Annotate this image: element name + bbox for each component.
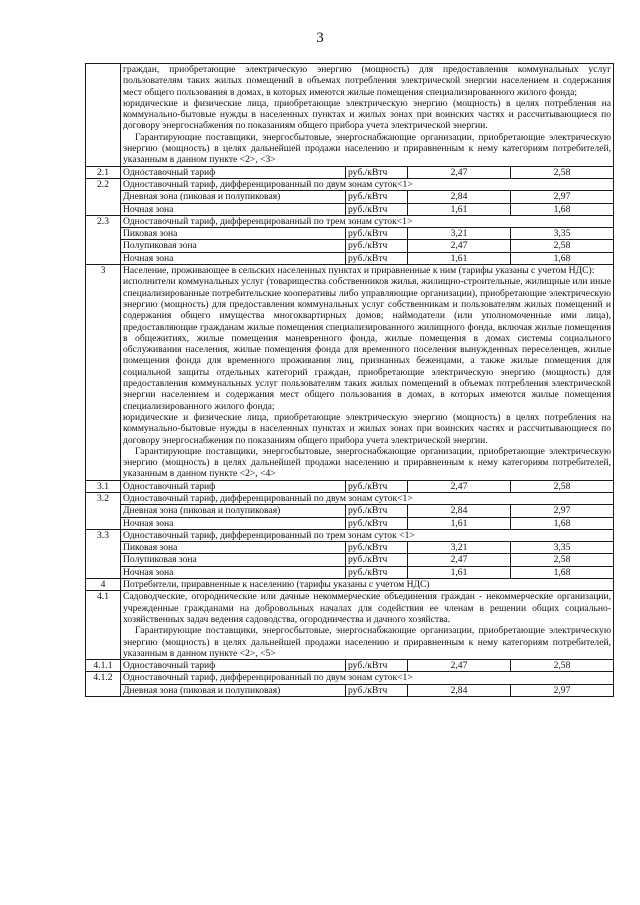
row-number: 2.1 [86,166,121,178]
category-title: Потребители, приравненные к населению (тарифы указаны с учетом НДС) [121,579,614,591]
paragraph: исполнители коммунальных услуг (товарищества собственников жилья, жилищно-строительные, жилищные или иные специализированные потребительские кооперативы либо управляющие организации), приобретающие электрическую энергию (мощность) для предоставления коммунальных услуг собственникам и пользователям жилых помещений и содержания общего имущества многоквартирных домов; наймодатели (или уполномоченные ими лица), предоставляющие гражданам жилые помещения специализированного жилищного фонда, включая жилые помещения в общежитиях, жилые помещения маневренного фонда, жилые помещения в домах системы социального обслуживания населения, жилые помещения фонда для временного поселения вынужденных переселенцев, жилые помещения фонда для временного проживания лиц, признанных беженцами, а также жилые помещения для социальной защиты отдельных категорий граждан, приобретающие электрическую энергию (мощность) для предоставления коммунальных услуг пользователям таких жилых помещений в объемах потребления электрической энергии населением и содержания мест общего пользования в домах, в которых имеются жилые помещения специализированного жилого фонда; [123,276,612,412]
row-number [86,64,121,167]
tariff-value-2: 2,58 [511,166,614,178]
unit: руб./кВтч [346,505,408,517]
category-description [121,265,614,481]
unit: руб./кВтч [346,684,408,696]
tariff-value-1: 2,84 [408,684,511,696]
tariff-value-1: 1,61 [408,517,511,529]
zone-label: Ночная зона [121,252,346,264]
unit: руб./кВтч [346,203,408,215]
unit: руб./кВтч [346,517,408,529]
tariff-label: Одноставочный тариф, дифференцированный по двум зонам суток<1> [121,492,614,504]
table-row [86,265,614,481]
tariff-value-2: 2,58 [511,480,614,492]
tariff-table [85,63,614,697]
paragraph: Гарантирующие поставщики, энергосбытовые, энергоснабжающие организации, приобретающие электрическую энергию (мощность) в целях дальнейшей продажи населению и приравненным к нему категориям потребителей, указанным в данном пункте <2>, <3> [123,131,612,166]
row-number: 3.3 [86,529,121,578]
row-number: 3.2 [86,492,121,529]
zone-label: Полупиковая зона [121,554,346,566]
zone-label: Дневная зона (пиковая и полупиковая) [121,684,346,696]
unit: руб./кВтч [346,191,408,203]
table-row [86,191,614,203]
table-row [86,215,614,227]
tariff-value-2: 1,68 [511,517,614,529]
category-description [121,64,614,167]
row-number: 2.3 [86,215,121,264]
table-row [86,542,614,554]
zone-label: Ночная зона [121,517,346,529]
table-row [86,228,614,240]
paragraph: граждан, приобретающие электрическую энергию (мощность) для предоставления коммунальных услуг пользователям таких жилых помещений в объемах потребления электрической энергии населением и содержания мест общего пользования в домах, в которых имеются жилые помещения специализированного жилого фонда; [123,64,612,98]
table-row [86,554,614,566]
zone-label: Ночная зона [121,566,346,578]
tariff-value-2: 3,35 [511,542,614,554]
row-number: 4.1.1 [86,660,121,672]
table-row [86,517,614,529]
tariff-label: Одноставочный тариф [121,660,346,672]
tariff-value-2: 2,97 [511,505,614,517]
zone-label: Полупиковая зона [121,240,346,252]
tariff-value-1: 1,61 [408,252,511,264]
tariff-value-1: 3,21 [408,542,511,554]
table-row [86,505,614,517]
page-number: 3 [316,30,324,46]
table-row [86,566,614,578]
tariff-value-2: 2,97 [511,191,614,203]
tariff-value-1: 2,47 [408,554,511,566]
zone-label: Ночная зона [121,203,346,215]
row-number: 3 [86,265,121,481]
unit: руб./кВтч [346,240,408,252]
zone-label: Пиковая зона [121,542,346,554]
paragraph: Садоводческие, огороднические или дачные некоммерческие объединения граждан - некоммерческие организации, учрежденные гражданами на добровольных началах для содействия ее членам в решении общих социально-хозяйственных задач ведения садоводства, огородничества и дачного хозяйства. [123,591,612,625]
table-row [86,178,614,190]
table-row [86,660,614,672]
table-row [86,480,614,492]
tariff-label: Одноставочный тариф [121,166,346,178]
unit: руб./кВтч [346,166,408,178]
unit: руб./кВтч [346,480,408,492]
tariff-value-2: 2,97 [511,684,614,696]
row-number: 4 [86,579,121,591]
table-row [86,492,614,504]
tariff-value-2: 2,58 [511,240,614,252]
zone-label: Дневная зона (пиковая и полупиковая) [121,505,346,517]
zone-label: Дневная зона (пиковая и полупиковая) [121,191,346,203]
row-number: 4.1.2 [86,672,121,697]
tariff-label: Одноставочный тариф, дифференцированный по двум зонам суток<1> [121,672,614,684]
tariff-label: Одноставочный тариф, дифференцированный по трем зонам суток<1> [121,215,614,227]
tariff-value-2: 1,68 [511,252,614,264]
table-row [86,591,614,660]
table-row [86,672,614,684]
table-row [86,684,614,696]
unit: руб./кВтч [346,660,408,672]
row-number: 3.1 [86,480,121,492]
tariff-label: Одноставочный тариф [121,480,346,492]
tariff-value-1: 1,61 [408,203,511,215]
tariff-value-1: 2,84 [408,505,511,517]
table-row [86,579,614,591]
unit: руб./кВтч [346,228,408,240]
tariff-value-1: 3,21 [408,228,511,240]
row-number: 2.2 [86,178,121,215]
tariff-label: Одноставочный тариф, дифференцированный по трем зонам суток <1> [121,529,614,541]
tariff-value-1: 2,47 [408,480,511,492]
tariff-value-2: 3,35 [511,228,614,240]
table-row [86,240,614,252]
tariff-value-1: 1,61 [408,566,511,578]
unit: руб./кВтч [346,252,408,264]
tariff-label: Одноставочный тариф, дифференцированный по двум зонам суток<1> [121,178,614,190]
category-description [121,591,614,660]
paragraph: Гарантирующие поставщики, энергосбытовые, энергоснабжающие организации, приобретающие электрическую энергию (мощность) в целях дальнейшей продажи населению и приравненным к нему категориям потребителей, указанным в данном пункте <2>, <5> [123,625,612,659]
table-row [86,203,614,215]
tariff-value-2: 2,58 [511,554,614,566]
table-row [86,252,614,264]
unit: руб./кВтч [346,542,408,554]
table-row [86,529,614,541]
table-row [86,166,614,178]
tariff-value-1: 2,47 [408,166,511,178]
paragraph: Население, проживающее в сельских населенных пунктах и приравненные к ним (тарифы указаны с учетом НДС): [123,265,595,277]
unit: руб./кВтч [346,554,408,566]
row-number: 4.1 [86,591,121,660]
unit: руб./кВтч [346,566,408,578]
tariff-value-2: 2,58 [511,660,614,672]
tariff-value-1: 2,84 [408,191,511,203]
tariff-value-1: 2,47 [408,240,511,252]
tariff-value-1: 2,47 [408,660,511,672]
paragraph: юридические и физические лица, приобретающие электрическую энергию (мощность) в целях потребления на коммунально-бытовые нужды в населенных пунктах и жилых зонах при воинских частях и рассчитывающиеся по договору энергоснабжения по показаниям общего прибора учета электрической энергии. [123,411,612,446]
tariff-value-2: 1,68 [511,203,614,215]
paragraph: Гарантирующие поставщики, энергосбытовые, энергоснабжающие организации, приобретающие электрическую энергию (мощность) в целях дальнейшей продажи населению и приравненным к нему категориям потребителей, указанным в данном пункте <2>, <4> [123,445,612,480]
paragraph: юридические и физические лица, приобретающие электрическую энергию (мощность) в целях потребления на коммунально-бытовые нужды в населенных пунктах и жилых зонах при воинских частях и рассчитывающиеся по договору энергоснабжения по показаниям общего прибора учета электрической энергии. [123,97,612,132]
tariff-value-2: 1,68 [511,566,614,578]
table-row [86,64,614,167]
zone-label: Пиковая зона [121,228,346,240]
